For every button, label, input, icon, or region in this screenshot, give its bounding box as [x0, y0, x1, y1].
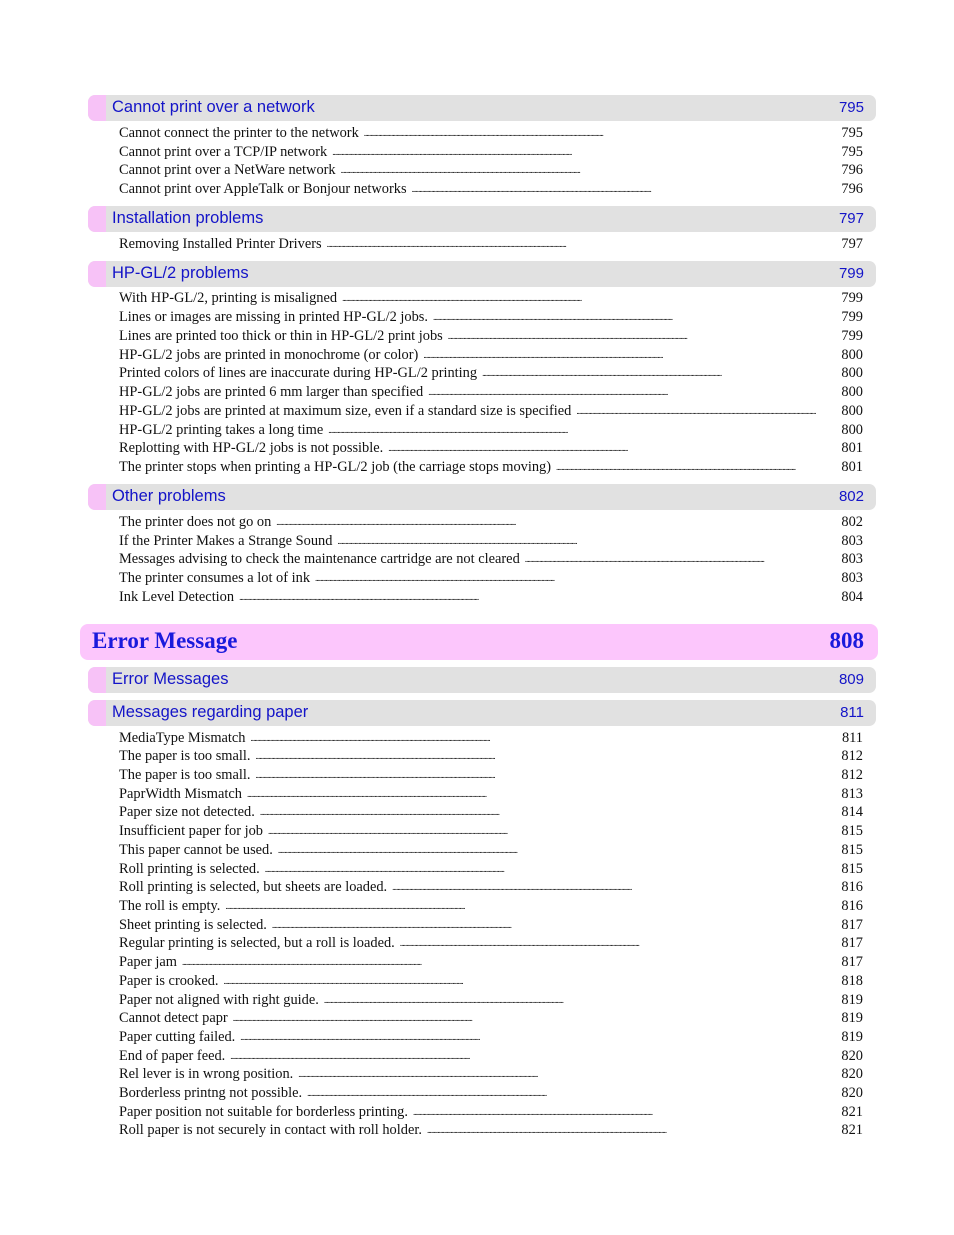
dot-leader: [324, 991, 838, 1009]
toc-entry[interactable]: [119, 991, 863, 1009]
entry-title: Borderless printng not possible.: [119, 1085, 303, 1101]
entry-title: Paper jam: [119, 954, 177, 970]
entry-page: 800: [841, 422, 863, 438]
entry-page: 800: [841, 365, 863, 381]
entry-title: Replotting with HP-GL/2 jobs is not possible.: [119, 440, 384, 456]
toc-entry[interactable]: [119, 550, 863, 568]
section-page: 797: [838, 210, 864, 227]
entry-title: PaprWidth Mismatch: [119, 786, 242, 802]
dot-leader: [247, 785, 837, 803]
entry-page: 801: [841, 440, 863, 456]
entry-page: 800: [841, 347, 863, 363]
section-title: Error Messages: [112, 670, 229, 688]
dot-leader: [342, 289, 837, 307]
dot-leader: [268, 822, 837, 840]
toc-entry[interactable]: [119, 860, 863, 878]
entry-page: 812: [841, 767, 863, 783]
entry-page: 803: [841, 551, 863, 567]
toc-entry[interactable]: [119, 421, 863, 439]
entry-title: HP-GL/2 jobs are printed 6 mm larger than specified: [119, 384, 424, 400]
dot-leader: [240, 1028, 837, 1046]
dot-leader: [298, 1065, 837, 1083]
dot-leader: [428, 383, 837, 401]
entry-title: HP-GL/2 printing takes a long time: [119, 422, 324, 438]
section-page: 809: [838, 671, 864, 688]
entry-page: 819: [841, 1010, 863, 1026]
toc-entry[interactable]: [119, 1121, 863, 1139]
toc-entry[interactable]: [119, 1028, 863, 1046]
toc-entry[interactable]: [119, 1103, 863, 1121]
toc-entry[interactable]: [119, 364, 863, 382]
entry-title: The printer consumes a lot of ink: [119, 570, 311, 586]
entry-page: 819: [841, 1029, 863, 1045]
dot-leader: [276, 513, 837, 531]
entry-page: 821: [841, 1122, 863, 1138]
entry-page: 816: [841, 879, 863, 895]
entry-title: Regular printing is selected, but a roll is loaded.: [119, 935, 395, 951]
entry-page: 817: [841, 935, 863, 951]
dot-leader: [556, 458, 837, 476]
entry-title: Rel lever is in wrong position.: [119, 1066, 294, 1082]
toc-entry[interactable]: [119, 878, 863, 896]
toc-entry[interactable]: [119, 458, 863, 476]
entry-title: Paper is crooked.: [119, 973, 219, 989]
entry-title: Cannot detect papr: [119, 1010, 228, 1026]
toc-entry[interactable]: [119, 747, 863, 765]
entry-page: 820: [841, 1085, 863, 1101]
entry-page: 803: [841, 533, 863, 549]
dot-leader: [327, 235, 838, 253]
entry-title: Lines or images are missing in printed HP-GL/2 jobs.: [119, 309, 428, 325]
section-header-network[interactable]: [88, 95, 876, 121]
entry-title: End of paper feed.: [119, 1048, 226, 1064]
dot-leader: [413, 1103, 837, 1121]
dot-leader: [307, 1084, 837, 1102]
dot-leader: [427, 1121, 837, 1139]
section-page: 795: [838, 99, 864, 116]
toc-entry[interactable]: [119, 934, 863, 952]
dot-leader: [576, 402, 837, 420]
toc-entry[interactable]: [119, 588, 863, 606]
entry-page: 815: [841, 823, 863, 839]
dot-leader: [255, 747, 837, 765]
entry-page: 814: [841, 804, 863, 820]
entry-title: This paper cannot be used.: [119, 842, 273, 858]
entry-title: Cannot print over a NetWare network: [119, 162, 336, 178]
section-title: Other problems: [112, 487, 226, 505]
entry-page: 817: [841, 954, 863, 970]
entry-title: Paper not aligned with right guide.: [119, 992, 319, 1008]
entry-page: 818: [841, 973, 863, 989]
dot-leader: [239, 588, 837, 606]
entry-page: 796: [841, 162, 863, 178]
entry-page: 801: [841, 459, 863, 475]
entry-title: Ink Level Detection: [119, 589, 235, 605]
entry-page: 815: [841, 861, 863, 877]
dot-leader: [388, 439, 837, 457]
chapter-header-error-message[interactable]: [80, 624, 878, 660]
entry-title: Paper cutting failed.: [119, 1029, 236, 1045]
entry-page: 821: [841, 1104, 863, 1120]
toc-entry[interactable]: [119, 513, 863, 531]
chapter-page: 808: [829, 628, 864, 653]
section-header-error-messages[interactable]: [88, 667, 876, 693]
entry-page: 795: [841, 125, 863, 141]
section-header-other[interactable]: [88, 484, 876, 510]
entry-title: Sheet printing is selected.: [119, 917, 267, 933]
entry-page: 799: [841, 328, 863, 344]
dot-leader: [260, 803, 838, 821]
entry-page: 815: [841, 842, 863, 858]
entry-title: HP-GL/2 jobs are printed in monochrome (or color): [119, 347, 419, 363]
entry-title: HP-GL/2 jobs are printed at maximum size, even if a standard size is specified: [119, 403, 572, 419]
toc-entry[interactable]: [119, 729, 863, 747]
section-title: Installation problems: [112, 209, 264, 227]
entry-title: Removing Installed Printer Drivers: [119, 236, 322, 252]
toc-entry[interactable]: [119, 1009, 863, 1027]
toc-entry[interactable]: [119, 953, 863, 971]
entry-page: 797: [841, 236, 863, 252]
chapter-title: Error Message: [92, 628, 238, 653]
toc-entry[interactable]: [119, 289, 863, 307]
section-header-hpgl2[interactable]: [88, 261, 876, 287]
entry-page: 816: [841, 898, 863, 914]
entry-page: 813: [841, 786, 863, 802]
entry-page: 800: [841, 403, 863, 419]
dot-leader: [337, 532, 837, 550]
toc-entry[interactable]: [119, 327, 863, 345]
entry-title: The printer stops when printing a HP-GL/2 job (the carriage stops moving): [119, 459, 552, 475]
entry-page: 812: [841, 748, 863, 764]
toc-entry[interactable]: [119, 1065, 863, 1083]
entry-title: Messages advising to check the maintenance cartridge are not cleared: [119, 551, 520, 567]
dot-leader: [224, 972, 838, 990]
dot-leader: [482, 364, 837, 382]
toc-entry[interactable]: [119, 569, 863, 587]
dot-leader: [233, 1009, 838, 1027]
toc-entry[interactable]: [119, 785, 863, 803]
entry-title: Cannot print over a TCP/IP network: [119, 144, 328, 160]
dot-leader: [230, 1047, 837, 1065]
toc-entry[interactable]: [119, 841, 863, 859]
dot-leader: [448, 327, 838, 345]
dot-leader: [332, 143, 837, 161]
section-header-paper-messages[interactable]: [88, 700, 876, 726]
toc-entry[interactable]: [119, 972, 863, 990]
entry-title: The paper is too small.: [119, 767, 251, 783]
toc-entry[interactable]: [119, 439, 863, 457]
toc-entry[interactable]: [119, 897, 863, 915]
toc-entry[interactable]: [119, 308, 863, 326]
entry-title: Cannot print over AppleTalk or Bonjour networks: [119, 181, 407, 197]
dot-leader: [278, 841, 838, 859]
dot-leader: [315, 569, 837, 587]
entry-title: Lines are printed too thick or thin in HP-GL/2 print jobs: [119, 328, 443, 344]
entry-page: 820: [841, 1048, 863, 1064]
dot-leader: [250, 729, 837, 747]
entry-page: 800: [841, 384, 863, 400]
entry-title: Roll printing is selected, but sheets are loaded.: [119, 879, 388, 895]
entry-title: With HP-GL/2, printing is misaligned: [119, 290, 338, 306]
section-header-installation[interactable]: [88, 206, 876, 232]
entry-page: 820: [841, 1066, 863, 1082]
toc-entry[interactable]: [119, 180, 863, 198]
dot-leader: [255, 766, 837, 784]
entry-page: 817: [841, 917, 863, 933]
section-title: Messages regarding paper: [112, 703, 309, 721]
entry-page: 803: [841, 570, 863, 586]
toc-entry[interactable]: [119, 143, 863, 161]
entry-title: Paper size not detected.: [119, 804, 255, 820]
section-title: Cannot print over a network: [112, 98, 315, 116]
entry-title: The paper is too small.: [119, 748, 251, 764]
dot-leader: [225, 897, 837, 915]
dot-leader: [272, 916, 838, 934]
toc-entry[interactable]: [119, 803, 863, 821]
entry-page: 804: [841, 589, 863, 605]
entry-title: The roll is empty.: [119, 898, 221, 914]
dot-leader: [341, 161, 838, 179]
entry-title: Roll paper is not securely in contact with roll holder.: [119, 1122, 422, 1138]
dot-leader: [525, 550, 838, 568]
dot-leader: [412, 180, 838, 198]
dot-leader: [392, 878, 837, 896]
entry-title: Roll printing is selected.: [119, 861, 260, 877]
section-page: 811: [840, 704, 864, 721]
entry-title: MediaType Mismatch: [119, 730, 246, 746]
dot-leader: [265, 860, 838, 878]
toc-entry[interactable]: [119, 346, 863, 364]
dot-leader: [433, 308, 837, 326]
toc-entry[interactable]: [119, 1047, 863, 1065]
toc-entry[interactable]: [119, 161, 863, 179]
entry-page: 799: [841, 309, 863, 325]
entry-title: Cannot connect the printer to the network: [119, 125, 359, 141]
section-title: HP-GL/2 problems: [112, 264, 249, 282]
toc-entry[interactable]: [119, 235, 863, 253]
entry-title: If the Printer Makes a Strange Sound: [119, 533, 333, 549]
entry-title: Printed colors of lines are inaccurate during HP-GL/2 printing: [119, 365, 478, 381]
toc-entry[interactable]: [119, 402, 863, 420]
toc-entry[interactable]: [119, 124, 863, 142]
entry-page: 795: [841, 144, 863, 160]
entry-page: 802: [841, 514, 863, 530]
toc-entry[interactable]: [119, 1084, 863, 1102]
dot-leader: [182, 953, 837, 971]
toc-entry[interactable]: [119, 383, 863, 401]
toc-entry[interactable]: [119, 916, 863, 934]
section-page: 799: [838, 265, 864, 282]
entry-title: Paper position not suitable for borderless printing.: [119, 1104, 408, 1120]
toc-entry[interactable]: [119, 822, 863, 840]
entry-page: 796: [841, 181, 863, 197]
entry-page: 811: [841, 730, 863, 746]
entry-title: The printer does not go on: [119, 514, 272, 530]
dot-leader: [364, 124, 838, 142]
dot-leader: [423, 346, 837, 364]
dot-leader: [400, 934, 838, 952]
section-page: 802: [838, 488, 864, 505]
toc-entry[interactable]: [119, 532, 863, 550]
dot-leader: [328, 421, 837, 439]
entry-page: 819: [841, 992, 863, 1008]
entry-page: 799: [841, 290, 863, 306]
entry-title: Insufficient paper for job: [119, 823, 263, 839]
toc-entry[interactable]: [119, 766, 863, 784]
